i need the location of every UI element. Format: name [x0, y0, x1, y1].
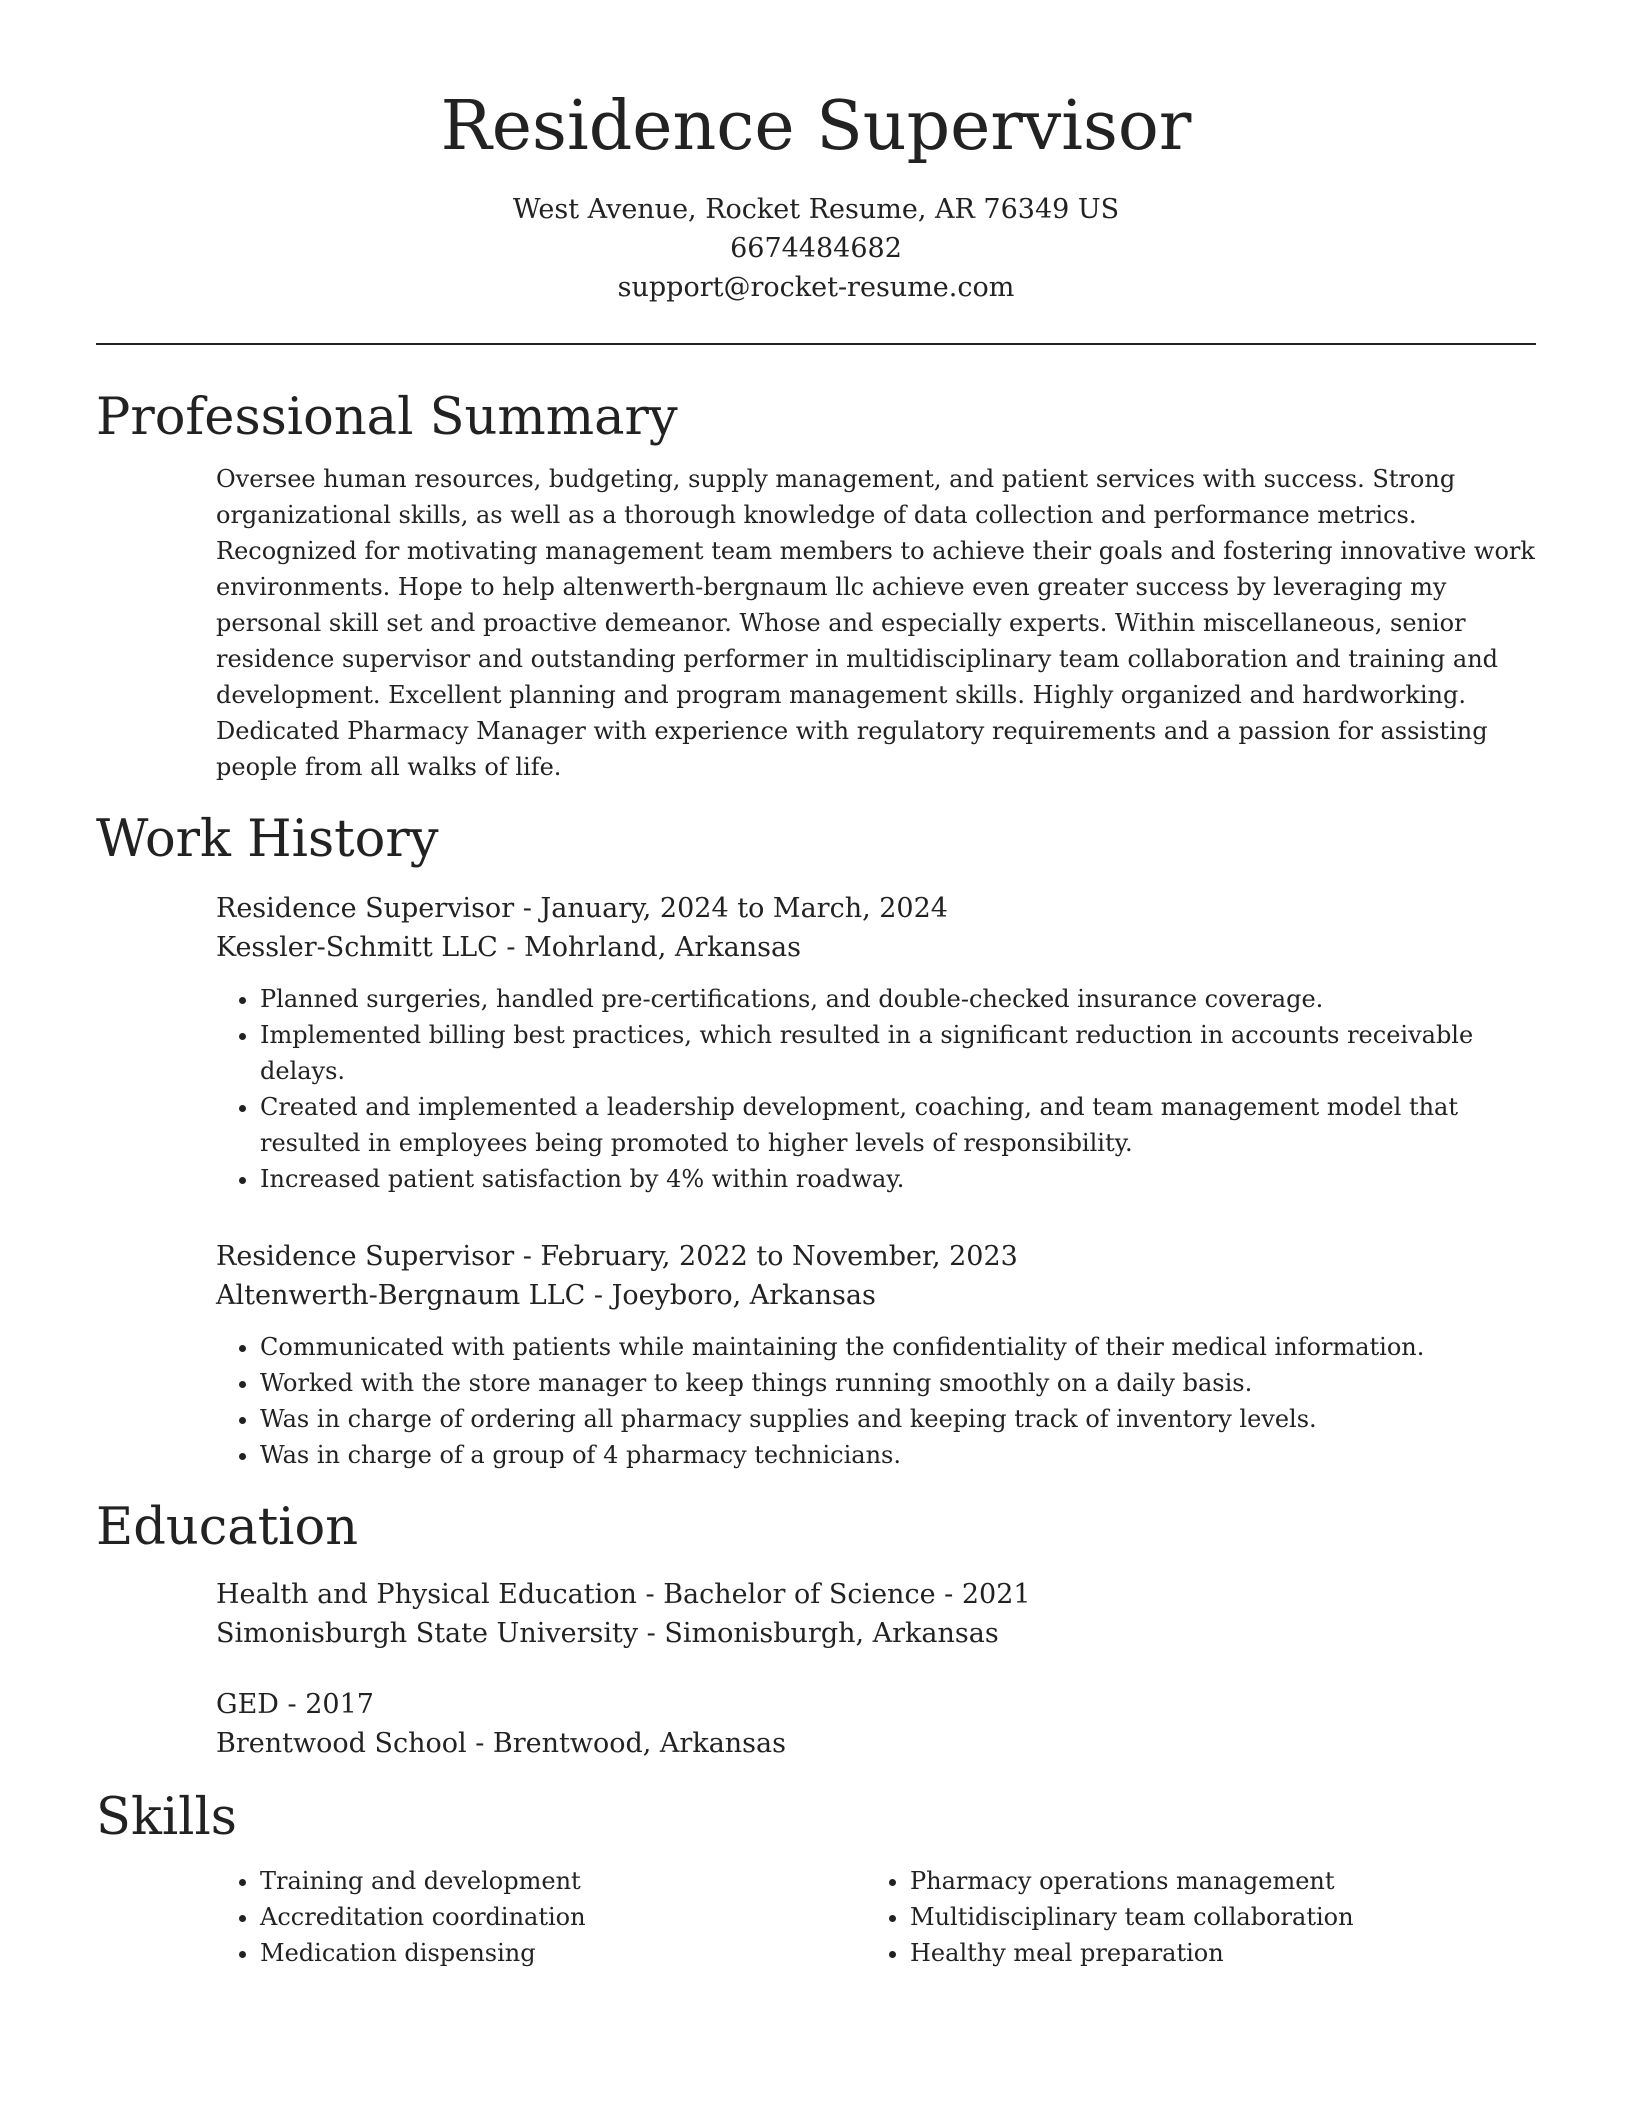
job-location: - Joeyboro, Arkansas [585, 1280, 876, 1311]
skills-section [96, 1785, 1536, 1971]
education-year: - 2017 [278, 1689, 374, 1720]
job-position: Residence Supervisor [216, 893, 515, 924]
job-bullet: • Communicated with patients while maintaining the confidentiality of their medical information. [260, 1329, 1536, 1365]
contact-info [96, 190, 1536, 307]
education-degree: Health and Physical Education - Bachelor of Science [216, 1579, 936, 1610]
job-company-line [216, 1276, 1536, 1315]
education-school: Simonisburgh State University [216, 1618, 639, 1649]
summary-title: Professional Summary [96, 388, 678, 447]
job-entry [216, 1237, 1536, 1473]
job-location: - Mohrland, Arkansas [497, 932, 801, 963]
education-school-line [216, 1614, 1536, 1653]
header-divider [96, 343, 1536, 345]
job-dates: - February, 2022 to November, 2023 [514, 1241, 1018, 1272]
job-company: Kessler-Schmitt LLC [216, 932, 498, 963]
education-degree-line [216, 1685, 1536, 1724]
work-history-body [96, 889, 1536, 1473]
job-bullet: • Worked with the store manager to keep things running smoothly on a daily basis. [260, 1365, 1536, 1401]
education-location: - Brentwood, Arkansas [466, 1728, 786, 1759]
skills-body [96, 1863, 1536, 1971]
skills-grid [216, 1863, 1536, 1971]
candidate-name: Residence Supervisor [440, 87, 1192, 166]
education-year: - 2021 [935, 1579, 1031, 1610]
job-bullet: • Was in charge of ordering all pharmacy supplies and keeping track of inventory levels. [260, 1401, 1536, 1437]
skills-list [866, 1863, 1516, 1971]
skills-column-left [216, 1863, 866, 1971]
skills-title: Skills [96, 1788, 237, 1847]
contact-address: West Avenue, Rocket Resume, AR 76349 US [512, 194, 1120, 225]
job-title-line [216, 1237, 1536, 1276]
skills-column-right [866, 1863, 1516, 1971]
skill-item: • Training and development [260, 1863, 866, 1899]
skill-item: • Pharmacy operations management [910, 1863, 1516, 1899]
skill-item: • Multidisciplinary team collaboration [910, 1899, 1516, 1935]
education-location: - Simonisburgh, Arkansas [638, 1618, 999, 1649]
education-degree-line [216, 1575, 1536, 1614]
job-bullet: • Planned surgeries, handled pre-certifications, and double-checked insurance coverage. [260, 981, 1536, 1017]
skill-item: • Medication dispensing [260, 1935, 866, 1971]
skills-list [216, 1863, 866, 1971]
work-history-section [96, 807, 1536, 1473]
education-entry [216, 1575, 1536, 1653]
summary-section [96, 385, 1536, 785]
education-body [96, 1575, 1536, 1763]
job-position: Residence Supervisor [216, 1241, 515, 1272]
job-bullets [216, 1329, 1536, 1473]
job-title-line [216, 889, 1536, 928]
job-bullets [216, 981, 1536, 1197]
job-dates: - January, 2024 to March, 2024 [514, 893, 948, 924]
job-entry [216, 889, 1536, 1197]
skill-item: • Accreditation coordination [260, 1899, 866, 1935]
resume-header [96, 0, 1536, 307]
job-bullet: • Created and implemented a leadership development, coaching, and team management model that resulted in employees being promoted to higher levels of responsibility. [260, 1089, 1536, 1161]
summary-text: Oversee human resources, budgeting, supply management, and patient services with success. Strong organizational skills, as well as a thorough knowledge of data collection and performance metrics. Recognized for motivating management team members to achieve their goals and fostering innovative work environments. Hope to help altenwerth-bergnaum llc achieve even greater success by leveraging my personal skill set and proactive demeanor. Whose and especially experts. Within miscellaneous, senior residence supervisor and outstanding performer in multidisciplinary team collaboration and training and development. Excellent planning and program management skills. Highly organized and hardworking. Dedicated Pharmacy Manager with experience with regulatory requirements and a passion for assisting people from all walks of life. [216, 465, 1535, 781]
contact-email: support@rocket-resume.com [617, 272, 1015, 303]
contact-phone: 6674484682 [730, 233, 902, 264]
job-bullet: • Increased patient satisfaction by 4% within roadway. [260, 1161, 1536, 1197]
education-entry [216, 1685, 1536, 1763]
education-section [96, 1495, 1536, 1763]
job-bullet: • Implemented billing best practices, which resulted in a significant reduction in accounts receivable delays. [260, 1017, 1536, 1089]
skill-item: • Healthy meal preparation [910, 1935, 1516, 1971]
job-company-line [216, 928, 1536, 967]
education-degree: GED [216, 1689, 279, 1720]
job-company: Altenwerth-Bergnaum LLC [216, 1280, 586, 1311]
job-bullet: • Was in charge of a group of 4 pharmacy technicians. [260, 1437, 1536, 1473]
education-school-line [216, 1724, 1536, 1763]
work-history-title: Work History [96, 810, 439, 869]
education-school: Brentwood School [216, 1728, 467, 1759]
education-title: Education [96, 1498, 359, 1557]
summary-body [96, 461, 1536, 785]
